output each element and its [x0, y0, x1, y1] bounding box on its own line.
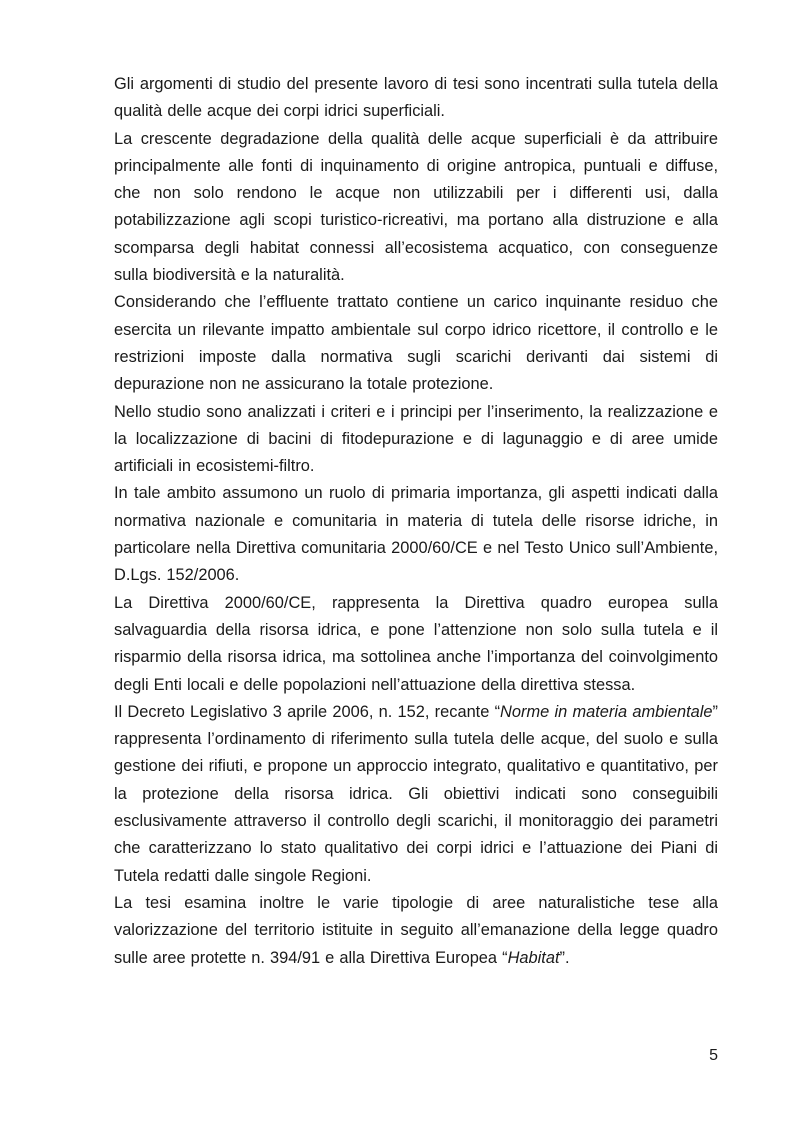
document-body — [114, 71, 718, 972]
paragraph-3: Considerando che l’effluente trattato contiene un carico inquinante residuo che esercita un rilevante impatto ambientale sul corpo idrico ricettore, il controllo e le restrizioni imposte dalla normativa sugli scarichi derivanti dai sistemi di depurazione non ne assicurano la totale protezione. — [114, 293, 718, 394]
page-number: 5 — [709, 1047, 718, 1064]
paragraph-4: Nello studio sono analizzati i criteri e i principi per l’inserimento, la realizzazione e la localizzazione di bacini di fitodepurazione e di lagunaggio e di aree umide artificiali in ecosistemi-filtro. — [114, 402, 718, 476]
paragraph-6: La Direttiva 2000/60/CE, rappresenta la Direttiva quadro europea sulla salvaguardia della risorsa idrica, e pone l’attenzione non solo sulla tutela e il risparmio della risorsa idrica, ma sottolinea anche l’importanza del coinvolgimento degli Enti locali e delle popolazioni nell’attuazione della direttiva stessa. — [114, 593, 718, 694]
paragraph-5: In tale ambito assumono un ruolo di primaria importanza, gli aspetti indicati dalla normativa nazionale e comunitaria in materia di tutela delle risorse idriche, in particolare nella Direttiva comunitaria 2000/60/CE e nel Testo Unico sull’Ambiente, D.Lgs. 152/2006. — [114, 484, 718, 585]
paragraph-1: Gli argomenti di studio del presente lavoro di tesi sono incentrati sulla tutela della qualità delle acque dei corpi idrici superficiali. — [114, 75, 718, 121]
paragraph-2: La crescente degradazione della qualità delle acque superficiali è da attribuire principalmente alle fonti di inquinamento di origine antropica, puntuali e diffuse, che non solo rendono le acque non utilizzabili per i differenti usi, dalla potabilizzazione agli scopi turistico-ricreativi, ma portano alla distruzione e alla scomparsa degli habitat connessi all’ecosistema acquatico, con conseguenze sulla biodiversità e la naturalità. — [114, 129, 718, 285]
law-title-italic: Norme in materia ambientale — [500, 702, 713, 721]
directive-name-italic: Habitat — [507, 948, 560, 967]
paragraph-7: Il Decreto Legislativo 3 aprile 2006, n. 152, recante “Norme in materia ambientale” rappresenta l’ordinamento di riferimento sulla tutela delle acque, del suolo e sulla gestione dei rifiuti, e propone un approccio integrato, qualitativo e quantitativo, per la protezione della risorsa idrica. Gli obiettivi indicati sono conseguibili esclusivamente attraverso il controllo degli scarichi, il monitoraggio dei parametri che caratterizzano lo stato qualitativo dei corpi idrici e l’attuazione dei Piani di Tutela redatti dalle singole Regioni. — [114, 702, 718, 885]
paragraph-8: La tesi esamina inoltre le varie tipologie di aree naturalistiche tese alla valorizzazione del territorio istituite in seguito all’emanazione della legge quadro sulle aree protette n. 394/91 e alla Direttiva Europea “Habitat”. — [114, 893, 718, 967]
